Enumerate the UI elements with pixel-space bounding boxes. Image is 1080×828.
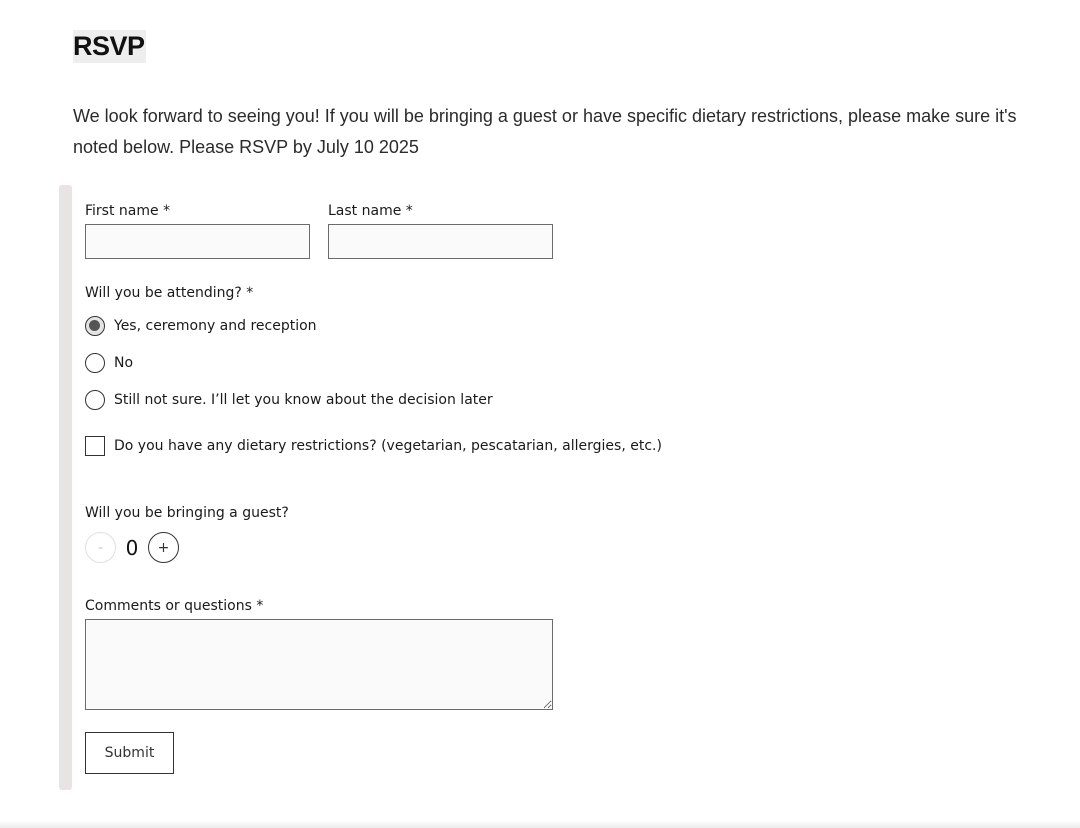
dietary-restrictions-option[interactable] (85, 435, 662, 457)
attending-option-label: Yes, ceremony and reception (114, 318, 317, 334)
first-name-input[interactable] (85, 224, 310, 259)
intro-text: We look forward to seeing you! If you will be bringing a guest or have specific dietary restrictions, please make sure it's noted below. Please RSVP by July 10 2025 (73, 106, 1017, 157)
first-name-label: First name * (85, 203, 171, 219)
attending-option-label: Still not sure. I’ll let you know about the decision later (114, 392, 493, 408)
attending-option-label: No (114, 355, 134, 371)
last-name-label: Last name * (328, 203, 413, 219)
attending-label: Will you be attending? * (85, 285, 254, 301)
guest-stepper (85, 532, 179, 563)
form-accent-bar (59, 185, 72, 790)
comments-textarea[interactable] (85, 619, 553, 710)
dietary-restrictions-label: Do you have any dietary restrictions? (vegetarian, pescatarian, allergies, etc.) (114, 438, 662, 454)
last-name-input[interactable] (328, 224, 553, 259)
radio-empty-icon[interactable] (85, 390, 105, 410)
increment-button[interactable]: + (148, 532, 179, 563)
attending-option-no[interactable] (85, 352, 133, 374)
decrement-button[interactable]: - (85, 532, 116, 563)
radio-filled-icon[interactable] (85, 316, 105, 336)
checkbox-empty-icon[interactable] (85, 436, 105, 456)
attending-option-yes[interactable] (85, 315, 317, 337)
attending-option-not-sure[interactable] (85, 389, 493, 411)
page-bottom-shadow (0, 820, 1080, 828)
comments-label: Comments or questions * (85, 598, 264, 614)
guest-label: Will you be bringing a guest? (85, 505, 289, 521)
page-title: RSVP (73, 31, 145, 61)
guest-count: 0 (125, 535, 139, 560)
radio-empty-icon[interactable] (85, 353, 105, 373)
submit-button[interactable]: Submit (85, 732, 174, 774)
